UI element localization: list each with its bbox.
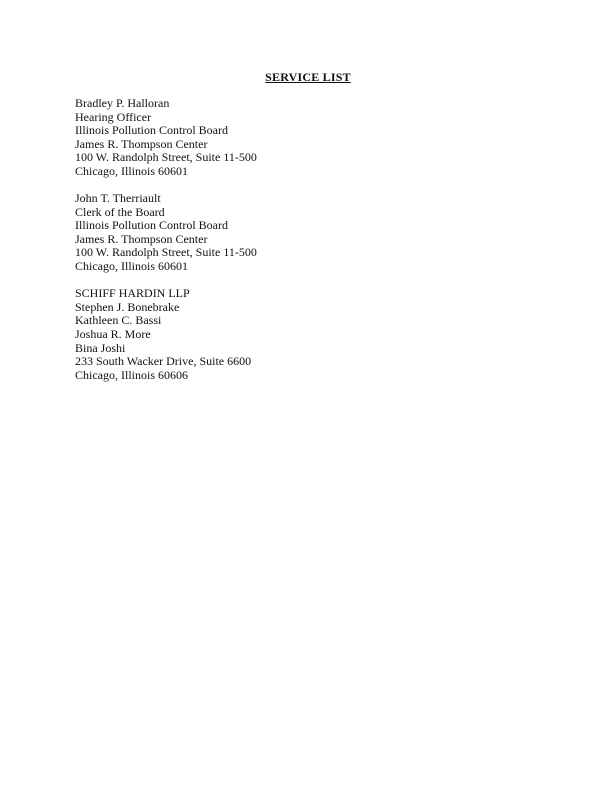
entry-name: Bradley P. Halloran bbox=[75, 96, 170, 110]
entry-role: Hearing Officer bbox=[75, 109, 152, 124]
entry-name: John T. Therriault bbox=[75, 191, 161, 206]
entry-organization: Illinois Pollution Control Board bbox=[75, 123, 229, 138]
entry-role: Clerk of the Board bbox=[75, 204, 165, 219]
entry-street-address: 100 W. Randolph Street, Suite 11-500 bbox=[75, 150, 257, 165]
entry-attorney-name: Stephen J. Bonebrake bbox=[75, 299, 180, 314]
entry-building: James R. Thompson Center bbox=[75, 136, 208, 151]
service-entry-hearing-officer bbox=[75, 97, 535, 179]
entry-firm-name: SCHIFF HARDIN LLP bbox=[75, 286, 190, 301]
service-entry-law-firm bbox=[75, 287, 535, 382]
entry-attorney-name: Bina Joshi bbox=[75, 340, 126, 355]
entry-city-state-zip: Chicago, Illinois 60601 bbox=[75, 259, 188, 274]
entry-city-state-zip: Chicago, Illinois 60606 bbox=[75, 367, 188, 382]
entry-street-address: 100 W. Randolph Street, Suite 11-500 bbox=[75, 245, 257, 260]
entry-attorney-name: Kathleen C. Bassi bbox=[75, 313, 162, 328]
page-title: SERVICE LIST bbox=[265, 70, 351, 84]
entry-attorney-name: Joshua R. More bbox=[75, 326, 151, 341]
service-entry-clerk bbox=[75, 192, 535, 274]
entry-building: James R. Thompson Center bbox=[75, 231, 208, 246]
service-list bbox=[75, 97, 535, 396]
entry-street-address: 233 South Wacker Drive, Suite 6600 bbox=[75, 354, 252, 369]
entry-city-state-zip: Chicago, Illinois 60601 bbox=[75, 163, 188, 178]
entry-organization: Illinois Pollution Control Board bbox=[75, 218, 229, 233]
